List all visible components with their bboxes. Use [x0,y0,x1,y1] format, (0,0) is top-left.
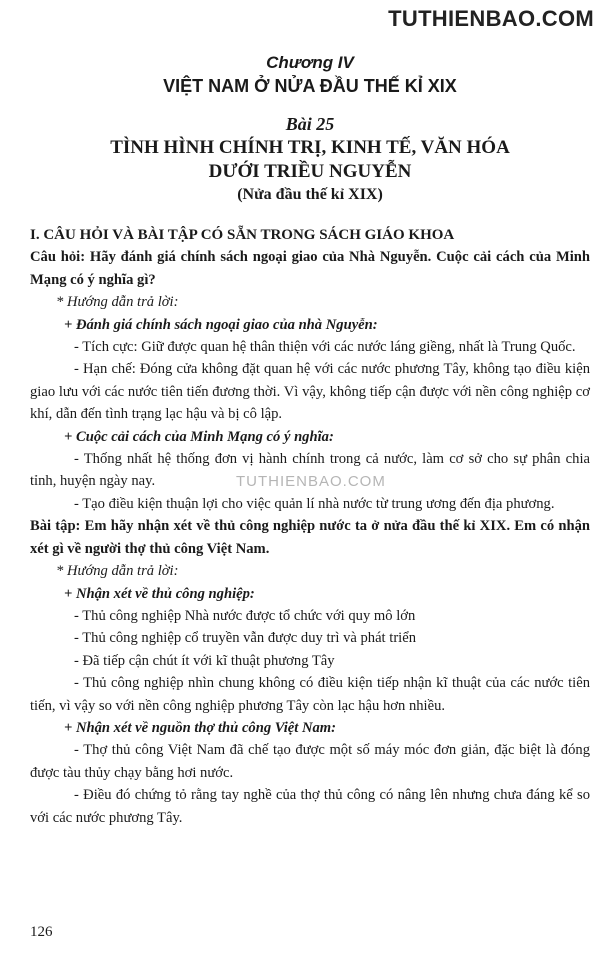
q2-paragraph-2: - Thủ công nghiệp cổ truyền vẫn được duy trì và phát triển [74,630,417,647]
hint-2: * Hướng dẫn trả lời: [56,563,179,580]
q2-paragraph-6: - Điều đó chứng tỏ rằng tay nghề của thợ thủ công có nâng lên nhưng chưa đáng kể so với các nước phương Tây. [30,787,590,826]
q2-paragraph-5: - Thợ thủ công Việt Nam đã chế tạo được một số máy móc đơn giản, đặc biệt là đóng được tàu thủy chạy bằng hơi nước. [30,742,590,781]
lesson-title-line1: TÌNH HÌNH CHÍNH TRỊ, KINH TẾ, VĂN HÓA [110,137,510,158]
q2-paragraph-1: - Thủ công nghiệp Nhà nước được tổ chức với quy mô lớn [74,607,416,624]
q1-subheading-2: + Cuộc cải cách của Minh Mạng có ý nghĩa: [64,428,334,445]
content [30,224,590,829]
lesson-label: Bài 25 [285,114,335,134]
lesson-title-line2: DƯỚI TRIỀU NGUYỄN [208,161,412,182]
page-number: 126 [30,924,53,940]
q1-subheading-1: + Đánh giá chính sách ngoại giao của nhà Nguyễn: [64,316,378,333]
q2-paragraph-3: - Đã tiếp cận chút ít với kĩ thuật phương Tây [74,652,335,669]
watermark-middle: TUTHIENBAO.COM [236,473,386,490]
q1-paragraph-3: - Thống nhất hệ thống đơn vị hành chính trong cả nước, làm cơ sở cho sự phân chia tỉnh, huyện ngày nay. [30,451,590,490]
q2-subheading-1: + Nhận xét về thủ công nghiệp: [64,585,255,602]
document-page [30,52,590,829]
chapter-label: Chương IV [266,53,354,72]
lesson-subtitle: (Nửa đầu thế kỉ XIX) [237,186,383,203]
q1-paragraph-2: - Hạn chế: Đóng cửa không đặt quan hệ với các nước phương Tây, không tạo điều kiện giao lưu với các nước tiên tiến đương thời. Vì vậy, không tiếp cận được với nền công nghiệp cơ khí, dẫn đến tình trạng lạc hậu và bị cô lập. [30,361,590,423]
watermark-top: TUTHIENBAO.COM [388,6,594,31]
chapter-title: VIỆT NAM Ở NỬA ĐẦU THẾ KỈ XIX [163,76,457,96]
question-1: Câu hỏi: Hãy đánh giá chính sách ngoại giao của Nhà Nguyễn. Cuộc cải cách của Minh Mạng có ý nghĩa gì? [30,249,590,288]
q1-paragraph-1: - Tích cực: Giữ được quan hệ thân thiện với các nước láng giềng, nhất là Trung Quốc. [74,339,576,356]
q2-subheading-2: + Nhận xét về nguồn thợ thủ công Việt Nam: [64,719,336,736]
q1-paragraph-4: - Tạo điều kiện thuận lợi cho việc quản lí nhà nước từ trung ương đến địa phương. [74,495,555,512]
q2-paragraph-4: - Thủ công nghiệp nhìn chung không có điều kiện tiếp nhận kĩ thuật của các nước tiên tiến, vì vậy so với nền công nghiệp phương Tây còn lạc hậu hơn nhiều. [30,675,590,714]
hint-1: * Hướng dẫn trả lời: [56,294,179,311]
question-2: Bài tập: Em hãy nhận xét về thủ công nghiệp nước ta ở nửa đầu thế kỉ XIX. Em có nhận xét gì về người thợ thủ công Việt Nam. [30,518,590,557]
section-title: I. CÂU HỎI VÀ BÀI TẬP CÓ SẴN TRONG SÁCH GIÁO KHOA [30,227,455,243]
